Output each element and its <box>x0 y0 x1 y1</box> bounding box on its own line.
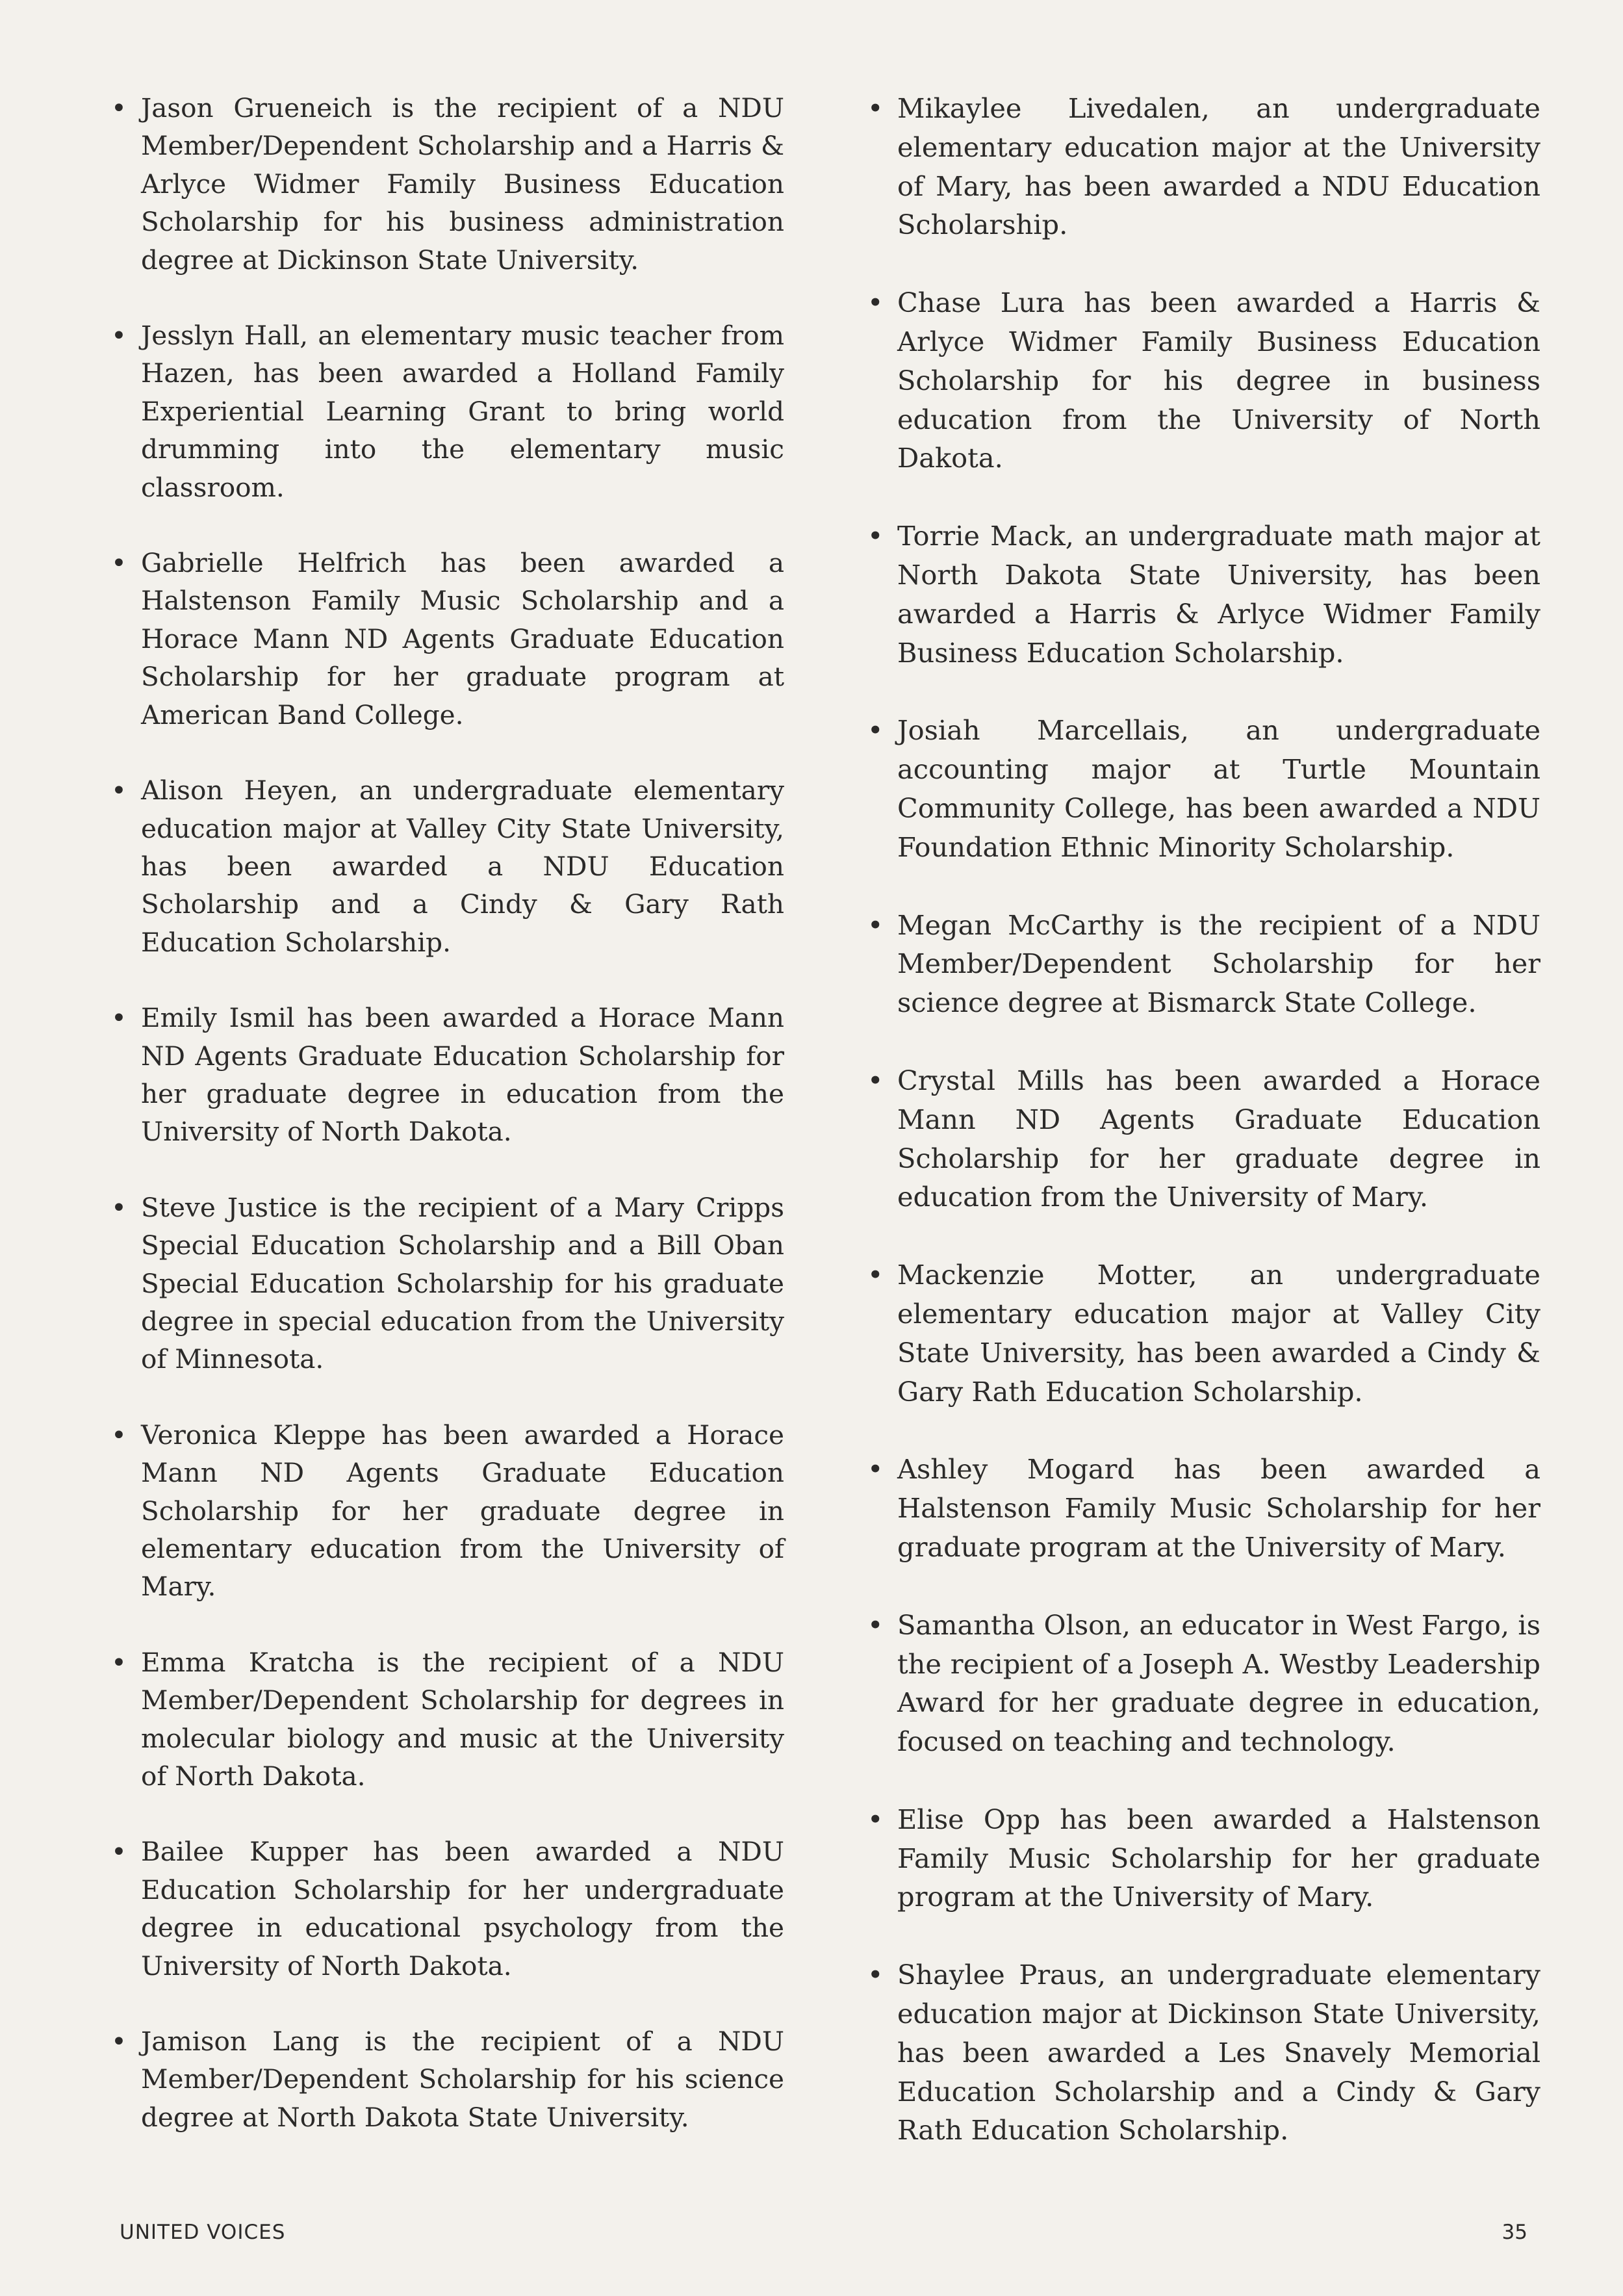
list-item <box>867 1256 1540 1411</box>
bullet: • <box>111 92 127 123</box>
list-item <box>111 1416 784 1606</box>
list-item <box>867 906 1540 1022</box>
list-item <box>111 1189 784 1378</box>
bullet: • <box>111 2026 127 2057</box>
item-text: Ashley Mogard has been awarded a Halstenson Family Music Scholarship for her graduate program at the University of Mary. <box>897 1453 1540 1563</box>
list-item <box>111 771 784 961</box>
bullet: • <box>867 1453 884 1486</box>
bullet: • <box>111 1836 127 1868</box>
list-item <box>111 1833 784 1985</box>
list-item <box>867 517 1540 672</box>
bullet: • <box>111 775 127 806</box>
list-item <box>867 89 1540 244</box>
item-text: Megan McCarthy is the recipient of a NDU Member/Dependent Scholarship for her science degree at Bismarck State College. <box>897 909 1540 1019</box>
item-text: Mackenzie Motter, an undergraduate elementary education major at Valley City State University, has been awarded a Cindy & Gary Rath Education Scholarship. <box>897 1259 1540 1408</box>
item-text: Shaylee Praus, an undergraduate elementary education major at Dickinson State University, has been awarded a Les Snavely Memorial Education Scholarship and a Cindy & Gary Rath Education Scholarship. <box>897 1959 1540 2147</box>
item-text: Jason Grueneich is the recipient of a NDU Member/Dependent Scholarship and a Harris & Arlyce Widmer Family Business Education Scholarship for his business administration degree at Dickinson State University. <box>141 92 784 276</box>
item-text: Samantha Olson, an educator in West Fargo, is the recipient of a Joseph A. Westby Leadership Award for her graduate degree in education, focused on teaching and technology. <box>897 1608 1540 1758</box>
bullet: • <box>867 1259 884 1291</box>
bullet: • <box>867 1608 884 1641</box>
left-column <box>111 89 784 2174</box>
bullet: • <box>111 547 127 579</box>
bullet: • <box>867 520 884 552</box>
item-text: Josiah Marcellais, an undergraduate accounting major at Turtle Mountain Community College, has been awarded a NDU Foundation Ethnic Minority Scholarship. <box>897 714 1540 863</box>
item-text: Emma Kratcha is the recipient of a NDU Member/Dependent Scholarship for degrees in molecular biology and music at the University of North Dakota. <box>141 1646 784 1792</box>
bullet: • <box>111 1191 127 1223</box>
scholarship-list-left <box>111 89 784 2136</box>
list-item <box>111 2022 784 2136</box>
item-text: Jesslyn Hall, an elementary music teacher from Hazen, has been awarded a Holland Family Experiential Learning Grant to bring world drumming into the elementary music classroom. <box>141 320 784 503</box>
item-text: Bailee Kupper has been awarded a NDU Education Scholarship for her undergraduate degree in educational psychology from the University of North Dakota. <box>141 1836 784 1981</box>
item-text: Crystal Mills has been awarded a Horace Mann ND Agents Graduate Education Scholarship for her graduate degree in education from the University of Mary. <box>897 1064 1540 1213</box>
bullet: • <box>867 1803 884 1835</box>
list-item <box>867 1061 1540 1217</box>
bullet: • <box>111 1002 127 1034</box>
item-text: Elise Opp has been awarded a Halstenson Family Music Scholarship for her graduate program at the University of Mary. <box>897 1803 1540 1913</box>
item-text: Jamison Lang is the recipient of a NDU Member/Dependent Scholarship for his science degree at North Dakota State University. <box>141 2026 784 2133</box>
item-text: Veronica Kleppe has been awarded a Horace Mann ND Agents Graduate Education Scholarship for her graduate degree in elementary education from the University of Mary. <box>141 1419 784 1603</box>
item-text: Mikaylee Livedalen, an undergraduate elementary education major at the University of Mary, has been awarded a NDU Education Scholarship. <box>897 92 1540 241</box>
right-column <box>867 89 1540 2189</box>
bullet: • <box>867 1064 884 1096</box>
page-number: 35 <box>1502 2221 1527 2244</box>
list-item <box>867 283 1540 478</box>
item-text: Torrie Mack, an undergraduate math major at North Dakota State University, has been awarded a Harris & Arlyce Widmer Family Business Education Scholarship. <box>897 520 1540 669</box>
publication-name: UNITED VOICES <box>120 2221 286 2244</box>
bullet: • <box>111 1646 127 1678</box>
list-item <box>111 544 784 734</box>
item-text: Chase Lura has been awarded a Harris & Arlyce Widmer Family Business Education Scholarship for his degree in business education from the University of North Dakota. <box>897 287 1540 474</box>
list-item <box>111 1644 784 1796</box>
list-item <box>867 1450 1540 1566</box>
list-item <box>867 1606 1540 1761</box>
item-text: Steve Justice is the recipient of a Mary Cripps Special Education Scholarship and a Bill Oban Special Education Scholarship for his graduate degree in special education from the University of Minnesota. <box>141 1191 784 1375</box>
bullet: • <box>867 909 884 941</box>
list-item <box>867 1800 1540 1916</box>
bullet: • <box>111 1419 127 1451</box>
bullet: • <box>867 714 884 747</box>
list-item <box>867 1955 1540 2150</box>
bullet: • <box>111 320 127 352</box>
list-item <box>111 999 784 1151</box>
item-text: Alison Heyen, an undergraduate elementary education major at Valley City State University, has been awarded a NDU Education Scholarship and a Cindy & Gary Rath Education Scholarship. <box>141 775 784 958</box>
item-text: Emily Ismil has been awarded a Horace Mann ND Agents Graduate Education Scholarship for her graduate degree in education from the University of North Dakota. <box>141 1002 784 1148</box>
bullet: • <box>867 92 884 124</box>
item-text: Gabrielle Helfrich has been awarded a Halstenson Family Music Scholarship and a Horace Mann ND Agents Graduate Education Scholarship for her graduate program at American Band College. <box>141 547 784 730</box>
bullet: • <box>867 287 884 319</box>
list-item <box>111 316 784 506</box>
list-item <box>111 89 784 279</box>
scholarship-list-right <box>867 89 1540 2150</box>
list-item <box>867 711 1540 866</box>
bullet: • <box>867 1959 884 1991</box>
